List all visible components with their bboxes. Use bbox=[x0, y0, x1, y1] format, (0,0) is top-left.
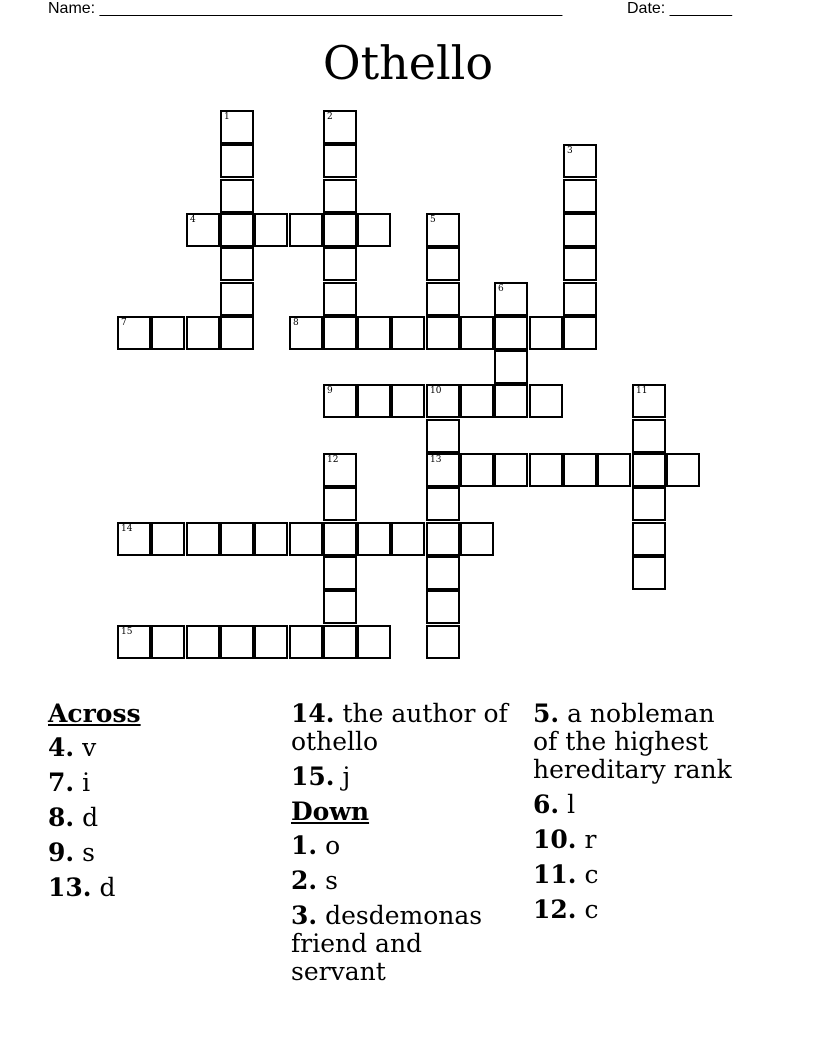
grid-cell[interactable] bbox=[494, 316, 528, 350]
cell-number: 1 bbox=[224, 112, 230, 122]
grid-cell[interactable] bbox=[426, 316, 460, 350]
grid-cell[interactable] bbox=[117, 522, 151, 556]
grid-cell[interactable] bbox=[357, 522, 391, 556]
grid-cell[interactable] bbox=[632, 522, 666, 556]
grid-cell[interactable] bbox=[289, 316, 323, 350]
clue-down-3: 3. desdemonas friend and servant bbox=[291, 901, 483, 986]
grid-cell[interactable] bbox=[323, 590, 357, 624]
cell-number: 10 bbox=[430, 386, 442, 396]
cell-number: 7 bbox=[121, 318, 127, 328]
grid-cell[interactable] bbox=[426, 384, 460, 418]
grid-cell[interactable] bbox=[186, 522, 220, 556]
grid-cell[interactable] bbox=[426, 213, 460, 247]
grid-cell[interactable] bbox=[494, 350, 528, 384]
cell-number: 2 bbox=[327, 112, 333, 122]
clue-column-1 bbox=[48, 700, 278, 909]
grid-cell[interactable] bbox=[117, 625, 151, 659]
grid-cell[interactable] bbox=[563, 179, 597, 213]
grid-cell[interactable] bbox=[220, 247, 254, 281]
grid-cell[interactable] bbox=[323, 110, 357, 144]
grid-cell[interactable] bbox=[220, 213, 254, 247]
clue-down-12: 12. c bbox=[533, 895, 599, 924]
clue-down-5: 5. a nobleman of the highest hereditary rank bbox=[533, 699, 732, 784]
date-field[interactable]: Date: _______ bbox=[627, 0, 732, 17]
clue-down-6: 6. l bbox=[533, 790, 576, 819]
cell-number: 14 bbox=[121, 524, 133, 534]
clue-down-10: 10. r bbox=[533, 825, 597, 854]
grid-cell[interactable] bbox=[323, 213, 357, 247]
grid-cell[interactable] bbox=[357, 213, 391, 247]
grid-cell[interactable] bbox=[186, 213, 220, 247]
grid-cell[interactable] bbox=[426, 487, 460, 521]
cell-number: 13 bbox=[430, 455, 442, 465]
grid-cell[interactable] bbox=[151, 316, 185, 350]
grid-cell[interactable] bbox=[289, 522, 323, 556]
grid-cell[interactable] bbox=[426, 282, 460, 316]
grid-cell[interactable] bbox=[563, 213, 597, 247]
grid-cell[interactable] bbox=[563, 247, 597, 281]
grid-cell[interactable] bbox=[151, 625, 185, 659]
grid-cell[interactable] bbox=[357, 384, 391, 418]
across-heading: Across bbox=[48, 699, 141, 728]
grid-cell[interactable] bbox=[494, 384, 528, 418]
grid-cell[interactable] bbox=[460, 316, 494, 350]
clue-down-1: 1. o bbox=[291, 831, 341, 860]
name-field[interactable]: Name: ____________________________________________________ bbox=[48, 0, 563, 17]
grid-cell[interactable] bbox=[323, 522, 357, 556]
clue-across-13: 13. d bbox=[48, 873, 116, 902]
cell-number: 5 bbox=[430, 215, 436, 225]
grid-cell[interactable] bbox=[357, 625, 391, 659]
grid-cell[interactable] bbox=[563, 144, 597, 178]
grid-cell[interactable] bbox=[220, 522, 254, 556]
grid-cell[interactable] bbox=[529, 453, 563, 487]
clue-down-2: 2. s bbox=[291, 866, 338, 895]
down-heading: Down bbox=[291, 797, 370, 826]
grid-cell[interactable] bbox=[391, 316, 425, 350]
grid-cell[interactable] bbox=[323, 556, 357, 590]
grid-cell[interactable] bbox=[426, 453, 460, 487]
cell-number: 15 bbox=[121, 627, 133, 637]
grid-cell[interactable] bbox=[254, 625, 288, 659]
grid-cell[interactable] bbox=[426, 247, 460, 281]
cell-number: 12 bbox=[327, 455, 339, 465]
grid-cell[interactable] bbox=[597, 453, 631, 487]
cell-number: 4 bbox=[190, 215, 196, 225]
grid-cell[interactable] bbox=[186, 316, 220, 350]
grid-cell[interactable] bbox=[151, 522, 185, 556]
grid-cell[interactable] bbox=[220, 316, 254, 350]
cell-number: 3 bbox=[567, 146, 573, 156]
grid-cell[interactable] bbox=[323, 316, 357, 350]
grid-cell[interactable] bbox=[117, 316, 151, 350]
grid-cell[interactable] bbox=[289, 625, 323, 659]
clue-across-15: 15. j bbox=[291, 762, 351, 791]
grid-cell[interactable] bbox=[632, 556, 666, 590]
grid-cell[interactable] bbox=[323, 384, 357, 418]
grid-cell[interactable] bbox=[186, 625, 220, 659]
puzzle-title: Othello bbox=[322, 36, 494, 90]
grid-cell[interactable] bbox=[563, 316, 597, 350]
grid-cell[interactable] bbox=[426, 590, 460, 624]
clue-across-14: 14. the author of othello bbox=[291, 699, 508, 756]
grid-cell[interactable] bbox=[323, 179, 357, 213]
clue-down-11: 11. c bbox=[533, 860, 599, 889]
grid-cell[interactable] bbox=[391, 522, 425, 556]
grid-cell[interactable] bbox=[632, 487, 666, 521]
grid-cell[interactable] bbox=[666, 453, 700, 487]
grid-cell[interactable] bbox=[220, 144, 254, 178]
clue-across-7: 7. i bbox=[48, 768, 91, 797]
grid-cell[interactable] bbox=[391, 384, 425, 418]
grid-cell[interactable] bbox=[426, 556, 460, 590]
clue-across-4: 4. v bbox=[48, 733, 97, 762]
grid-cell[interactable] bbox=[563, 453, 597, 487]
cell-number: 11 bbox=[636, 386, 648, 396]
grid-cell[interactable] bbox=[323, 144, 357, 178]
grid-cell[interactable] bbox=[254, 213, 288, 247]
grid-cell[interactable] bbox=[494, 453, 528, 487]
grid-cell[interactable] bbox=[632, 453, 666, 487]
grid-cell[interactable] bbox=[632, 419, 666, 453]
grid-cell[interactable] bbox=[426, 625, 460, 659]
grid-cell[interactable] bbox=[254, 522, 288, 556]
clue-column-2 bbox=[291, 700, 523, 993]
grid-cell[interactable] bbox=[220, 179, 254, 213]
grid-cell[interactable] bbox=[529, 384, 563, 418]
grid-cell[interactable] bbox=[632, 384, 666, 418]
grid-cell[interactable] bbox=[460, 384, 494, 418]
clue-column-3 bbox=[533, 700, 733, 931]
grid-cell[interactable] bbox=[323, 247, 357, 281]
grid-cell[interactable] bbox=[323, 487, 357, 521]
grid-cell[interactable] bbox=[529, 316, 563, 350]
grid-cell[interactable] bbox=[426, 419, 460, 453]
clue-across-9: 9. s bbox=[48, 838, 95, 867]
grid-cell[interactable] bbox=[494, 282, 528, 316]
grid-cell[interactable] bbox=[323, 625, 357, 659]
cell-number: 6 bbox=[498, 284, 504, 294]
clue-across-8: 8. d bbox=[48, 803, 99, 832]
grid-cell[interactable] bbox=[323, 453, 357, 487]
grid-cell[interactable] bbox=[426, 522, 460, 556]
grid-cell[interactable] bbox=[220, 282, 254, 316]
grid-cell[interactable] bbox=[220, 110, 254, 144]
grid-cell[interactable] bbox=[289, 213, 323, 247]
cell-number: 8 bbox=[293, 318, 299, 328]
grid-cell[interactable] bbox=[323, 282, 357, 316]
grid-cell[interactable] bbox=[220, 625, 254, 659]
grid-cell[interactable] bbox=[563, 282, 597, 316]
cell-number: 9 bbox=[327, 386, 333, 396]
grid-cell[interactable] bbox=[460, 522, 494, 556]
grid-cell[interactable] bbox=[460, 453, 494, 487]
grid-cell[interactable] bbox=[357, 316, 391, 350]
